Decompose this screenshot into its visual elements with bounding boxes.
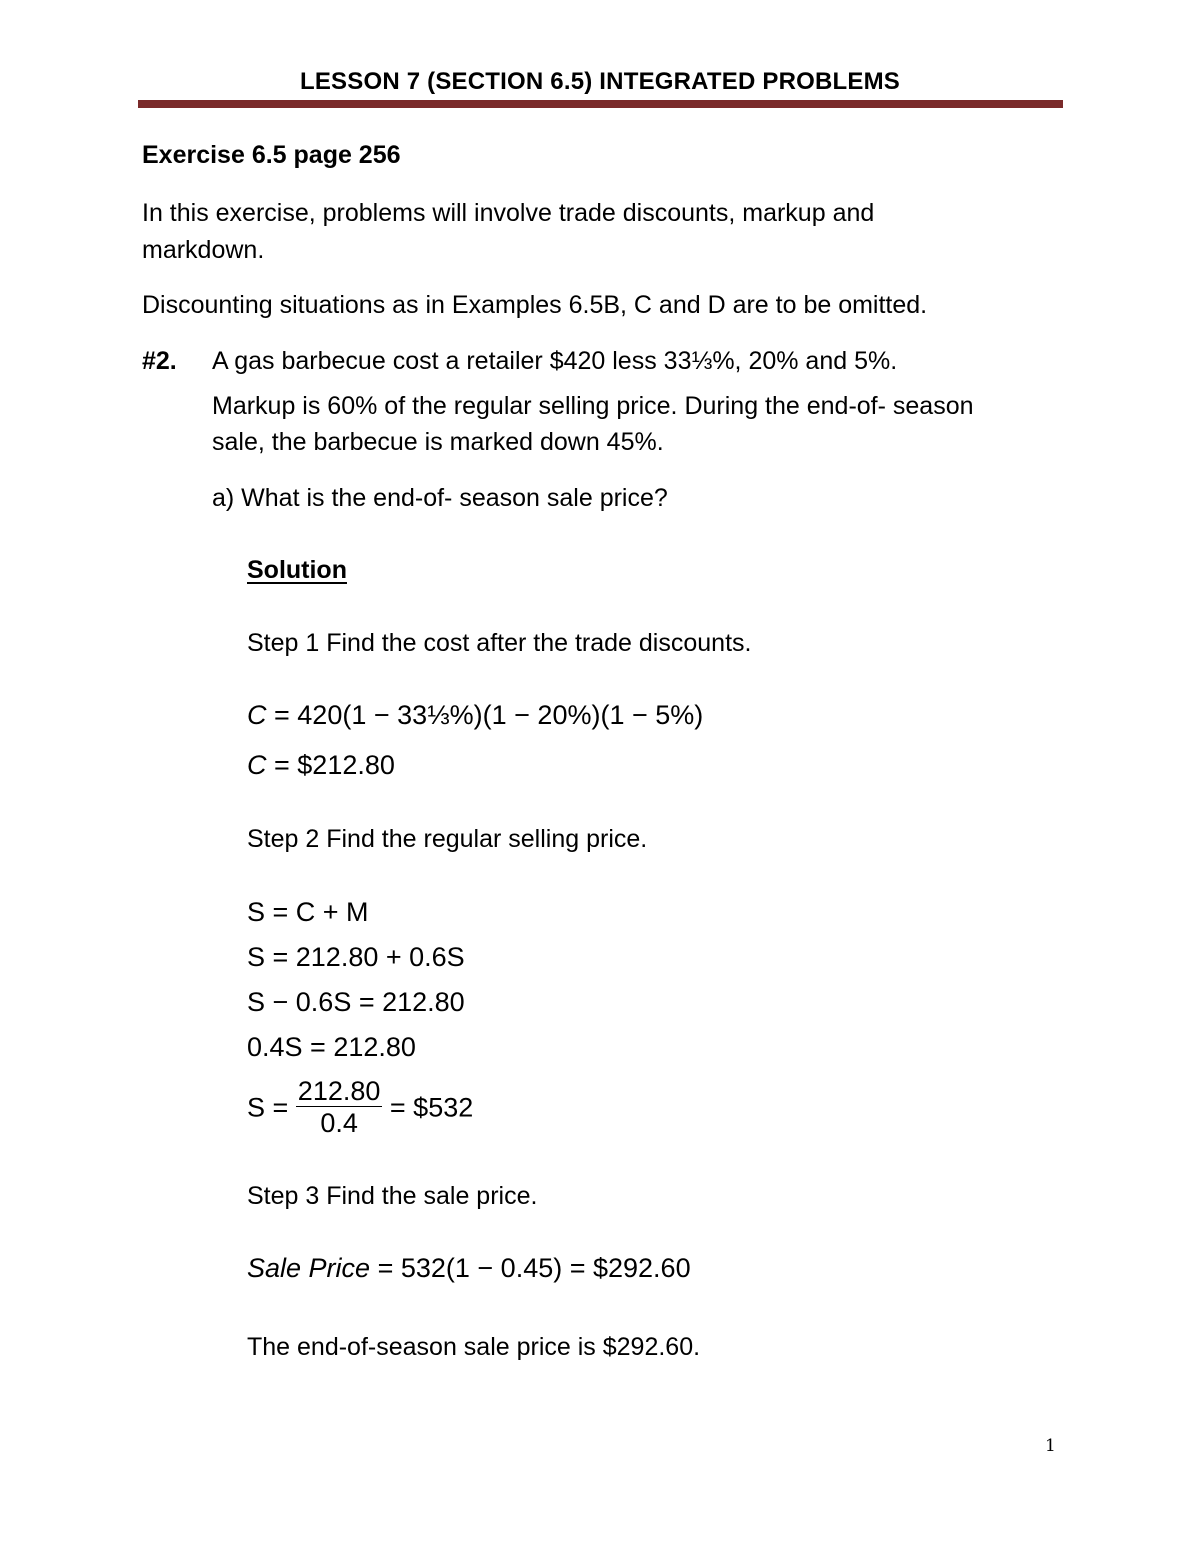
problem-line-3: sale, the barbecue is marked down 45%. [212, 428, 664, 456]
equation-s-rearranged: S − 0.6S = 212.80 [247, 987, 465, 1017]
equation-rhs: = 532(1 − 0.45) = $292.60 [377, 1253, 691, 1283]
equation-rhs: = $212.80 [274, 750, 395, 780]
equation-s-result [247, 1078, 473, 1141]
solution-heading: Solution [247, 556, 347, 584]
problem-line-2: Markup is 60% of the regular selling price. During the end-of- season [212, 392, 974, 420]
conclusion: The end-of-season sale price is $292.60. [247, 1333, 701, 1361]
page-number: 1 [1045, 1436, 1056, 1456]
exercise-title: Exercise 6.5 page 256 [142, 141, 401, 169]
equation-s-simplified: 0.4S = 212.80 [247, 1032, 416, 1062]
equation-cost-expression [247, 700, 703, 731]
equation-sale-price [247, 1253, 691, 1284]
equation-cost-result [247, 750, 395, 781]
equation-s-substitution: S = 212.80 + 0.6S [247, 942, 465, 972]
page-header-title: LESSON 7 (SECTION 6.5) INTEGRATED PROBLEMS [299, 68, 901, 95]
intro-line-2: markdown. [142, 236, 265, 264]
equation-s-definition: S = C + M [247, 897, 369, 927]
problem-number: #2. [142, 347, 177, 375]
omission-note: Discounting situations as in Examples 6.5B, C and D are to be omitted. [142, 291, 928, 319]
step-2-label: Step 2 Find the regular selling price. [247, 825, 648, 853]
equation-variable: C [247, 700, 267, 730]
header-rule [138, 100, 1063, 108]
step-1-label: Step 1 Find the cost after the trade discounts. [247, 629, 752, 657]
fraction-denominator: 0.4 [320, 1108, 358, 1138]
equation-fraction [296, 1076, 383, 1139]
equation-variable: Sale Price [247, 1253, 371, 1283]
problem-line-1: A gas barbecue cost a retailer $420 less 33⅓%, 20% and 5%. [212, 347, 898, 375]
question-a: a) What is the end-of- season sale price? [212, 484, 668, 512]
step-3-label: Step 3 Find the sale price. [247, 1182, 538, 1210]
equation-rhs: = $532 [389, 1092, 474, 1123]
equation-lhs: S = [247, 1092, 289, 1123]
equation-variable: C [247, 750, 267, 780]
equation-rhs: = 420(1 − 33⅓%)(1 − 20%)(1 − 5%) [274, 700, 704, 730]
fraction-numerator: 212.80 [297, 1076, 381, 1106]
intro-line-1: In this exercise, problems will involve trade discounts, markup and [142, 199, 875, 227]
